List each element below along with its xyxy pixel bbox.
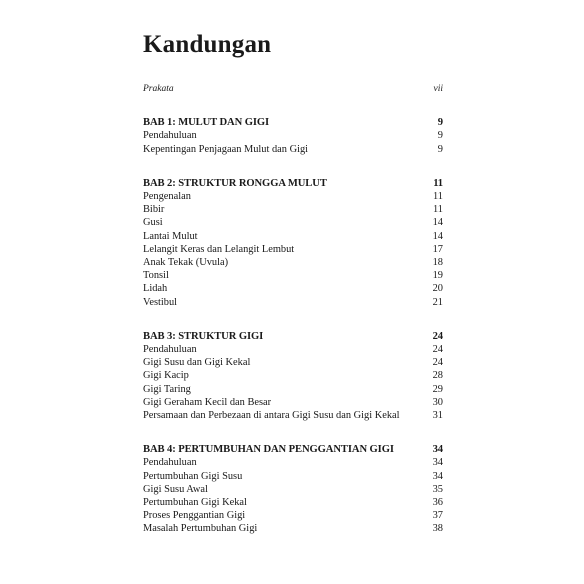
toc-entry-page: 31 bbox=[432, 410, 443, 422]
toc-entry-label: Pengenalan bbox=[143, 191, 191, 203]
toc-entry-label: Gusi bbox=[143, 217, 163, 229]
toc-entry-label: Anak Tekak (Uvula) bbox=[143, 257, 229, 269]
toc-entry bbox=[143, 522, 443, 535]
toc-entry-page: 29 bbox=[432, 383, 443, 395]
toc-entry bbox=[143, 396, 443, 409]
chapter-heading bbox=[143, 116, 443, 129]
chapter-list bbox=[143, 116, 443, 535]
toc-entry-prakata bbox=[143, 83, 443, 96]
toc-entry bbox=[143, 256, 443, 269]
toc-entry-page: 24 bbox=[432, 344, 443, 356]
toc-entry bbox=[143, 203, 443, 216]
chapter-title: BAB 4: PERTUMBUHAN DAN PENGGANTIAN GIGI bbox=[143, 444, 394, 456]
chapter-heading bbox=[143, 177, 443, 190]
toc-entry-label: Gigi Kacip bbox=[143, 370, 189, 382]
toc-entry-label: Lelangit Keras dan Lelangit Lembut bbox=[143, 243, 295, 255]
toc-entry-page: 20 bbox=[432, 283, 443, 295]
toc-entry-page: 14 bbox=[432, 230, 443, 242]
toc-entry-label: Tonsil bbox=[143, 270, 169, 282]
toc-entry-page: 24 bbox=[432, 357, 443, 369]
toc-entry bbox=[143, 456, 443, 469]
toc-entry-label: Lidah bbox=[143, 283, 168, 295]
chapter-page: 34 bbox=[432, 444, 443, 456]
toc-entry-label: Persamaan dan Perbezaan di antara Gigi Susu dan Gigi Kekal bbox=[143, 410, 400, 422]
toc-entry-label: Gigi Taring bbox=[143, 383, 191, 395]
toc-entry-label: Lantai Mulut bbox=[143, 230, 198, 242]
toc-entry-page: 34 bbox=[432, 457, 443, 469]
toc-entry bbox=[143, 409, 443, 422]
chapter-title: BAB 3: STRUKTUR GIGI bbox=[143, 330, 264, 342]
toc-entry bbox=[143, 129, 443, 142]
toc-entry-label: Vestibul bbox=[143, 296, 178, 308]
toc-entry bbox=[143, 243, 443, 256]
toc-entry bbox=[143, 296, 443, 309]
toc-entry-page: 11 bbox=[432, 204, 443, 216]
chapter-heading bbox=[143, 330, 443, 343]
toc-entry bbox=[143, 509, 443, 522]
toc-entry bbox=[143, 269, 443, 282]
toc-entry bbox=[143, 282, 443, 295]
toc-entry bbox=[143, 356, 443, 369]
toc-entry-label: Bibir bbox=[143, 204, 165, 216]
toc-entry-page: 21 bbox=[432, 296, 443, 308]
chapter-title: BAB 2: STRUKTUR RONGGA MULUT bbox=[143, 177, 327, 189]
toc-entry-page: 36 bbox=[432, 497, 443, 509]
toc-entry-page: 30 bbox=[432, 396, 443, 408]
toc-entry bbox=[143, 470, 443, 483]
toc-entry-label: Prakata bbox=[143, 84, 174, 94]
toc-entry bbox=[143, 369, 443, 382]
toc-entry-page: 9 bbox=[437, 143, 443, 155]
toc-entry-label: Pendahuluan bbox=[143, 457, 197, 469]
chapter-title: BAB 1: MULUT DAN GIGI bbox=[143, 117, 270, 129]
toc-entry-label: Pendahuluan bbox=[143, 344, 197, 356]
page-title: Kandungan bbox=[143, 31, 272, 58]
table-of-contents bbox=[143, 30, 443, 536]
toc-entry-page: 11 bbox=[432, 191, 443, 203]
toc-entry-label: Proses Penggantian Gigi bbox=[143, 510, 246, 522]
toc-entry-label: Pertumbuhan Gigi Kekal bbox=[143, 497, 247, 509]
toc-entry bbox=[143, 216, 443, 229]
toc-entry-page: 14 bbox=[432, 217, 443, 229]
toc-entry-page: 35 bbox=[432, 483, 443, 495]
toc-entry bbox=[143, 496, 443, 509]
toc-entry bbox=[143, 190, 443, 203]
toc-entry-page: 19 bbox=[432, 270, 443, 282]
toc-entry-label: Gigi Geraham Kecil dan Besar bbox=[143, 396, 272, 408]
toc-chapter-3 bbox=[143, 330, 443, 422]
toc-entry-page: 34 bbox=[432, 470, 443, 482]
toc-entry bbox=[143, 343, 443, 356]
toc-chapter-1 bbox=[143, 116, 443, 156]
toc-entry-label: Gigi Susu Awal bbox=[143, 483, 208, 495]
toc-entry-label: Kepentingan Penjagaan Mulut dan Gigi bbox=[143, 143, 309, 155]
toc-chapter-4 bbox=[143, 443, 443, 535]
toc-chapter-2 bbox=[143, 177, 443, 309]
toc-entry-page: 37 bbox=[432, 510, 443, 522]
toc-entry-page: 18 bbox=[432, 257, 443, 269]
toc-entry-label: Gigi Susu dan Gigi Kekal bbox=[143, 357, 251, 369]
chapter-page: 11 bbox=[433, 177, 443, 189]
toc-entry-label: Masalah Pertumbuhan Gigi bbox=[143, 523, 258, 535]
toc-entry-page: 28 bbox=[432, 370, 443, 382]
toc-entry-page: 17 bbox=[432, 243, 443, 255]
toc-entry bbox=[143, 230, 443, 243]
toc-entry-page: 9 bbox=[437, 130, 443, 142]
chapter-page: 9 bbox=[437, 117, 443, 129]
toc-entry-page: 38 bbox=[432, 523, 443, 535]
chapter-page: 24 bbox=[432, 330, 443, 342]
toc-entry-label: Pendahuluan bbox=[143, 130, 197, 142]
toc-entry bbox=[143, 483, 443, 496]
toc-entry bbox=[143, 143, 443, 156]
chapter-heading bbox=[143, 443, 443, 456]
toc-entry-page: vii bbox=[433, 84, 443, 94]
toc-entry-label: Pertumbuhan Gigi Susu bbox=[143, 470, 243, 482]
toc-entry bbox=[143, 383, 443, 396]
